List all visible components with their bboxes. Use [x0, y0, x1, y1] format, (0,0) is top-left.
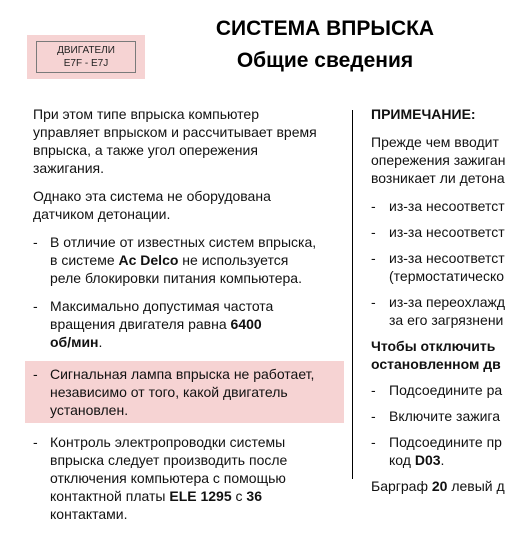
text-line: за его загрязнени [389, 312, 504, 328]
page-title: СИСТЕМА ВПРЫСКА [215, 17, 435, 40]
text-line: зажигания. [33, 160, 104, 176]
text-run: левый д [447, 478, 505, 494]
note-heading: ПРИМЕЧАНИЕ: [371, 106, 476, 122]
list-item-text [50, 234, 316, 286]
text-run: независимо от того, какой двигатель [50, 384, 288, 400]
bold-text: ELE 1295 [169, 488, 232, 504]
text-run: не используется [178, 252, 289, 268]
list-item [371, 407, 508, 425]
list-item-text [389, 250, 505, 284]
bullet-dash: - [33, 234, 38, 250]
list-item [33, 433, 338, 523]
bullet-dash: - [33, 366, 38, 382]
text-line: из-за несоответст [389, 198, 505, 214]
text-run: установлен. [50, 402, 129, 418]
highlighted-list-item [25, 361, 344, 423]
text-run: реле блокировки питания компьютера. [50, 270, 302, 286]
list-item-text [50, 366, 314, 418]
engine-label-line1: ДВИГАТЕЛИ [57, 45, 115, 56]
text-run: Барграф [371, 478, 432, 494]
text-run: вращения двигателя равна [50, 316, 231, 332]
right-column [371, 105, 508, 505]
list-item-text [389, 224, 505, 240]
list-item-text [50, 298, 273, 350]
text-line: Прежде чем вводит [371, 134, 499, 150]
text-run: Максимально допустимая частота [50, 298, 274, 314]
text-run: впрыска следует производить после [50, 452, 288, 468]
list-item [371, 223, 508, 241]
bold-text: об/мин [50, 334, 99, 350]
text-line: остановленном дв [371, 356, 501, 372]
text-run: в системе [50, 252, 119, 268]
bullet-dash: - [371, 382, 376, 398]
list-item [33, 233, 338, 287]
text-run: Сигнальная лампа впрыска не работает, [50, 366, 315, 382]
list-item-text [50, 434, 287, 522]
list-item-text [389, 434, 502, 468]
list-item-text [389, 198, 505, 214]
text-line: (термостатическо [389, 268, 505, 284]
text-line: Чтобы отключить [371, 338, 496, 354]
bold-text: D03 [414, 452, 441, 468]
bold-text: 36 [246, 488, 262, 504]
list-item [371, 433, 508, 469]
bullet-dash: - [33, 434, 38, 450]
bullet-dash: - [371, 198, 376, 214]
bullet-dash: - [371, 250, 376, 266]
text-run: Включите зажига [389, 408, 501, 424]
column-divider [352, 110, 353, 479]
bullet-dash: - [33, 298, 38, 314]
list-item-text [389, 294, 505, 328]
bullet-dash: - [371, 224, 376, 240]
note-subheading [371, 337, 508, 373]
bold-text: 20 [431, 478, 448, 494]
text-line: датчиком детонации. [33, 206, 171, 222]
text-run: контактной платы [50, 488, 170, 504]
text-run: код [389, 452, 415, 468]
text-run: Подсоедините ра [389, 382, 503, 398]
note-bullet-list [371, 197, 508, 329]
text-line: впрыска, а также угол опережения [33, 142, 258, 158]
list-item-text [389, 382, 502, 398]
bargraph-line [371, 477, 508, 495]
text-line: опережения зажиган [371, 152, 506, 168]
text-line: возникает ли детона [371, 170, 505, 186]
bullet-dash: - [371, 408, 376, 424]
text-line: из-за несоответст [389, 224, 505, 240]
list-item [33, 297, 338, 351]
text-line: При этом типе впрыска компьютер [33, 106, 260, 122]
list-item [371, 197, 508, 215]
steps-bullet-list [371, 381, 508, 469]
text-run: . [98, 334, 103, 350]
list-item [371, 381, 508, 399]
bold-text: 6400 [230, 316, 262, 332]
text-run: отключения компьютера с помощью [50, 470, 286, 486]
text-line: Однако эта система не оборудована [33, 188, 271, 204]
left-column [33, 105, 338, 533]
list-item [371, 293, 508, 329]
list-item-text [389, 408, 500, 424]
left-bullet-list [33, 233, 338, 523]
text-line: из-за переохлажд [389, 294, 506, 310]
engine-label-frame [36, 41, 136, 73]
page-subtitle: Общие сведения [236, 49, 414, 72]
bullet-dash: - [371, 434, 376, 450]
engine-label-box [27, 35, 145, 79]
note-paragraph [371, 133, 508, 187]
text-run: контактами. [50, 506, 128, 522]
text-run: с [231, 488, 247, 504]
text-line: из-за несоответст [389, 250, 505, 266]
bullet-dash: - [371, 294, 376, 310]
text-line: управляет впрыском и рассчитывает время [33, 124, 317, 140]
list-item [371, 249, 508, 285]
bold-text: Ac Delco [118, 252, 179, 268]
text-run: Подсоедините пр [389, 434, 502, 450]
engine-label-line2: E7F - E7J [63, 58, 109, 69]
text-run: . [440, 452, 445, 468]
paragraph-knock-sensor [33, 187, 338, 223]
text-run: Контроль электропроводки системы [50, 434, 286, 450]
paragraph-intro [33, 105, 338, 177]
text-run: В отличие от известных систем впрыска, [50, 234, 317, 250]
